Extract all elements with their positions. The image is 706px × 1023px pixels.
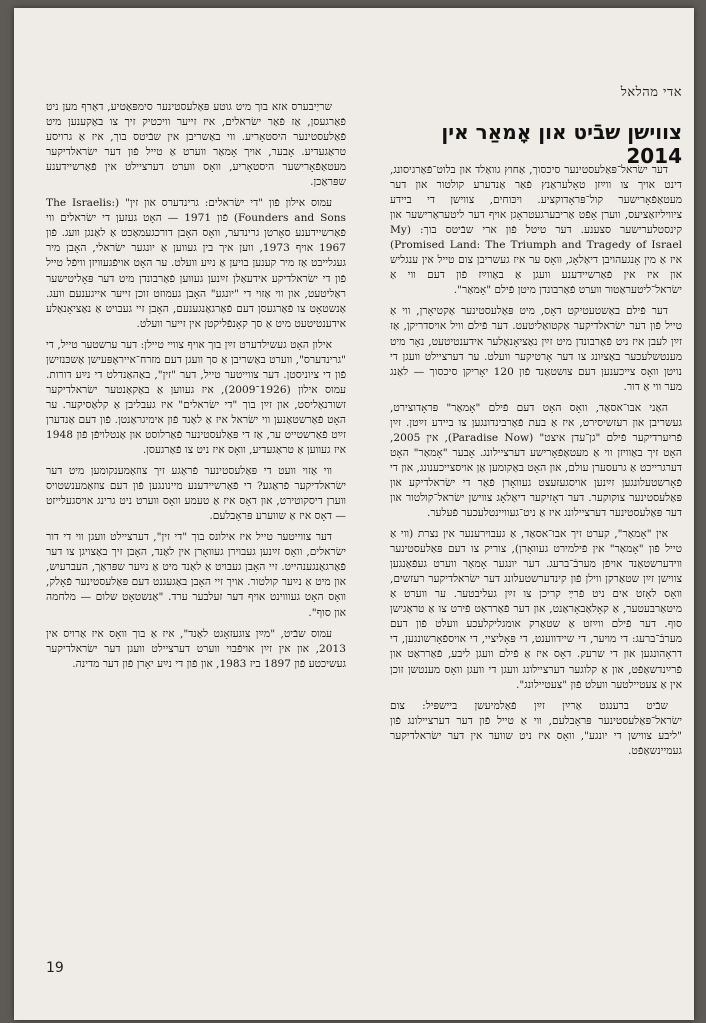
paragraph: ווי אַזוי וועט די פּאַלעסטינער פֿראַגע זיך צוזאַמענקומען מיט דער ישׂראלדיקער פֿראַגע? די פֿאַרשיידענע מיינונגען פֿון דעם צוזאַמענשטויס ווערן דיסקוטירט, און דאָס איז אַ טעמע וואָס ווערט ניט גרינג אויסגעלייזט — דאָס איז אַ שווערע פּראָבלעם. [46,465,346,523]
paragraph: שריַיבערס אזא בוך מיט גוטע פּאַלעסטינער סימפּאַטיע, דאַרף מען ניט פֿאַרגעסן, אַז פֿאַר ישׂראלים, איז זייער וויכטיק זיך צו באַקענען מיט פֿאַלעסטינער היסטאָריע. ווי באַשריבן אין שבֿיטס בוך, איז אַ גרויסע טראַגעדיע. אָבער, אויך אָמאַר ווערט אַ טייל פֿון דער ישׂראלדיקער מעטאַפֿאָרישער היסטאָריע, וואָס ווערט דערציילט אין פֿאַרשיידענע שפּראַכן. [46,101,346,189]
paragraph: האַני אבו־אסאַד, וואָס האָט דעם פֿילם "אָמאַר" פּראָדוצירט, געשריבן און רעזשיסירט, איז אַ בעת פֿאַרבינדונגען צו ביידע זײַטן. זײַן פֿריִערדיקער פֿילם "גן־עדן איצט" (Paradise Now), אין 2005, האָט זיך באַוויזן ווי אַ מעטאַפֿאָרישע דערציילונג. אָבער "אָמאַר" האָט דערגרייכט אַ גרעסערן עולם, און האָט באַקומען אַן אויסצייכענונג, און די פֿאָרשטעלונגען זײַנען אויסגעזעצט געוואָרן פֿאַר די ישׂראלדיקע און פּאַלעסטינער צוקוקער. דער דאָזיקער דיאַלאָג צווישן ישׂראל־קולטור און דער פּאַלעסטינער דערציילונג איז אַ ניט־געוויינטלעכער פֿעלער. [390,401,683,520]
paragraph: עמוס אילון פֿון "די ישׂראלים: גרינדערס און זין" (The Israelis: Founders and Sons) פֿון 1971 — האָט געזען די ישׂראלים ווי פֿאַרשיידענע סאָרטן גרינדער, וואָס האָבן דורכגעמאַכט אַ לאַנגן וועג. פֿון 1967 אויף 1973, ווען איך בין געווען אַ יונגער ישׂראלי, האָבן מיר געגלייבט אַז מיר קענען בויען אַ נײַע וועלט. ער האָט אויפֿגעוויזן וויפֿל טייל פֿון די ישׂראלדיקע אידעאַלן זײַנען געווען פֿאַרבונדן מיט דער פּאָליטישער ראַליטעט, און ווי אַזוי די "יונגע" האָבן געמוזט זוכן זייער אייגענעם וועג. אַנשטאָט צו פֿאַרגעסן דעם פֿאַרגאַנגענעם, האָבן זיי געבויט אַ נאַציאָנאַלע אידענטיטעט מיט אַ סך קאָנפֿליקטן אין זייער וועלט. [46,197,346,330]
author-name: אדי מהלאל [620,85,682,100]
article-title: צווישן שבֿיט און אָמאַר אין 2014 [441,120,682,168]
paragraph: עמוס שבֿיט, "מײַן צוגעזאָגט לאַנד", איז אַ בוך וואָס איז אַרויס אין 2013, און אין זײַן אויפֿבוי ווערט דערציילט וועגן דער ישׂראלדיקער געשיכטע פֿון 1897 ביז 1983, און פֿון די נײַע יאָרן פֿון דער מדינה. [46,627,346,670]
paragraph: דער צווייטער טייל איז אילונס בוך "די זין", דערציילט וועגן ווי די דור ישׂראלים, וואָס זײַנען געבוירן געוואָרן אין לאַנד, האָבן זיך באַצויגן צו דער פֿאַרגאַנגענהייט. זיי האָבן געבויט אַ לאַנד מיט אַ נײַער שפּראַך, העברעיִש, און מיט אַ נײַער קולטור. אויך זיי האָבן באַגעגנט דעם פּאַלעסטינער פֿאָלק, וואָס האָט געוווינט אויף דער זעלבער ערד. "אַנשטאָט שלום — מלחמה און סוף". [46,531,346,619]
paragraph: דער פֿילם באַשטעטיקט דאָס, מיט פּאַלעסטינער אַקטיאָרן, ווי אַ טייל פֿון דער ישׂראלדיקער אַקטואַליטעט. דער פֿילם וויל אויסדריקן, אַז זײַן לעבן איז ניט פֿאַרבונדן מיט זײַן נאַציאָנאַלער אידענטיטעט, נאָר מיט מענטשלעכער באַציִונג צו דער אָרטיקער וועלט. ער דערציילט וועגן די נויטן וואָס צייכענען דעם צושטאַנד פֿון 120 יאָריקן סיכסוך — לאַנג מער ווי אַ דור. [390,305,682,393]
paragraph: אילון האָט געשילדערט זײַן בוך אויף צוויי טיילן: דער ערשטער טייל, די "גרינדערס", ווערט באַשריבן אַ סך וועגן דעם מזרח־אייראָפּעישן אַשכּנזישן פֿון די ציוניסטן. דער צווייטער טייל, דער "זין", באַהאַנדלט די נײַע דורות. עמוס אילון (1926־2009), איז געווען אַ באַקאַנטער ישׂראלדיקער זשורנאַליסט, און זײַן בוך "די ישׂראלים" איז געבליבן אַ קלאַסיקער. ער האָט פֿאַרשטאַנען ווי ישׂראל איז אַ לאַנד פֿון אימיגראַנטן. פֿון דעם אַנדערן זײַט פֿאַרשטייט ער, אַז די פּאַלעסטינער פֿאַרלוסט און אַנטלויפֿן פֿון 1948 איז געווען אַ טראַגעדיע, וואָס איז ניט צו פֿאַרגעסן. [46,338,346,457]
paragraph: דער ישׂראל־פּאַלעסטינער סיכסוך, אַחוץ גוואַלד און בלוט־פֿאַרגיסונג, דינט אויך צו ווײַזן טאָלעראַנץ פֿאַר אַנדערע קולטור און דער מעטאַפֿאָרישער קול־פּראָדוקציע. ויכּוחים, צווישן די ביידע ציוויליזאַציעס, ווערן אָפֿט אַריבערגעטראָגן אויף דער ליטעראַרישער און קינסטלערישער סצענע. דער טיטל פֿון ארי שבֿיטס בוך: (My Promised Land: The Triumph and Tragedy of Israel) איז אַ מין אָנגעהויבן דיאַלאָג, וואָס ער איז געשריבן צום טייל אין ענגליש און איז אין פֿאַרשיידענע וועגן אַ באַווײַז פֿון דעם ווי אַ ישׂראל־ליטעראַטור ווערט פֿאַרבונדן מיטן פֿילם "אָמאַר". [390,164,682,297]
right-column [390,163,682,765]
page-number: 19 [46,960,64,976]
paragraph: אין "אָמאַר", קערט זיך אבו־אסאַד, אַ געבוירענער אין נצרת (ווי אַ טייל פֿון "אָמאַר" אין פֿילמירט געוואָרן), צוריק צו דעם פּאַלעסטינער ווידערשטאַנד אויפֿן מערבֿ־ברעג. דער יונגער אָמאַר ווערט געפֿאַנגען צווישן זײַן שטאַרקן ווילן פֿון קינדערשטעלונג דער ישׂראלדיקער רעזשים, וואָס לאָזט אים ניט פֿרײַ קריכן צו זײַן געליבטער. ער ווערט אַ מיטאַרבעטער, אַ קאָלאַבאָראַנט, און דער פֿאַרראַט פֿירט צו אַ טראַגישן סוף. דער פֿילם ווײַזט אַ שטאַרק אומגליקלעכע וועלט פֿון דעם מערבֿ־ברעג: די מויער, די שיידווענט, די פּאָליציי, די אויספֿאָרשונגען, די דראָהונגען און די שרעק. דאָס איז אַ פֿילם וועגן ליבע, פֿאַרראַט און פֿרײַנדשאַפֿט, און אַ קלוגער דערציילונג וועגן די וועגן וואָס מענטשן זוכן אין אַ צעטיילטער וועלט פֿון "צעטיילונג". [390,528,682,691]
paragraph: שבֿיט ברענגט אַרײַן זײַן פֿאַלמיעשן ביישפּיל: צום ישׂראל־פּאַלעסטינער פּראָבלעם, ווי אַ טייל פֿון דער דערציילונג פֿון "ליבע צווישן די יונגע", וואָס איז ניט שווער אין דער ישׂראלדיקער געמיינשאַפֿט. [390,699,682,757]
left-column [46,100,346,678]
page-sheet [14,8,694,1020]
